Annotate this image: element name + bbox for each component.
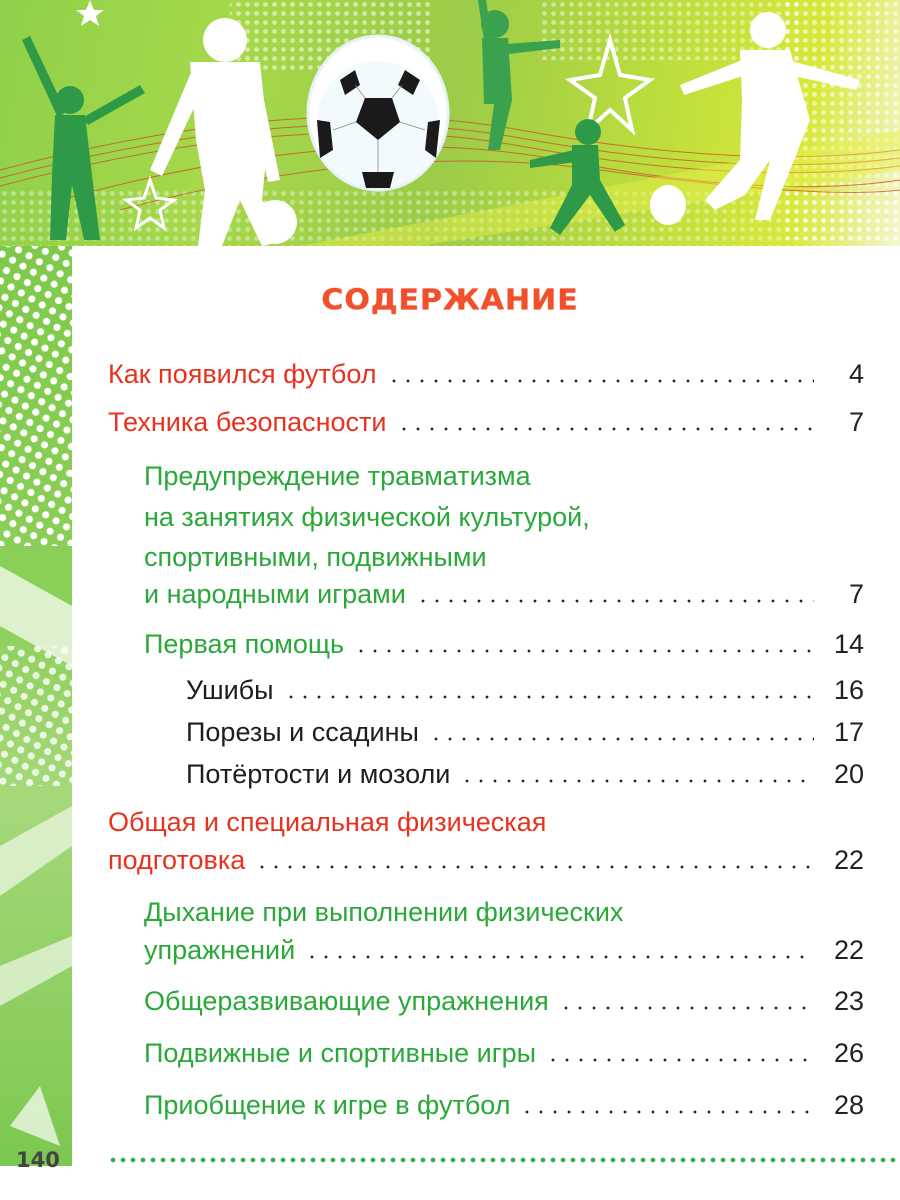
toc-entry-page: 22 xyxy=(833,845,864,875)
toc-entry-physical-training[interactable] xyxy=(108,840,864,880)
toc-entry-label: Общеразвивающие упражнения xyxy=(144,986,549,1016)
header-banner xyxy=(0,0,900,246)
soccer-ball-icon xyxy=(308,36,448,190)
leader-dots xyxy=(387,379,814,383)
toc-entry-label: Первая помощь xyxy=(144,629,345,659)
toc-entry-safety[interactable] xyxy=(108,402,864,442)
toc-entry-bruises[interactable] xyxy=(186,670,864,710)
toc-entry-label: Техника безопасности xyxy=(108,407,387,437)
toc-entry-page: 17 xyxy=(833,717,864,747)
toc-entry-physical-training-line1[interactable]: Общая и специальная физическая xyxy=(108,807,547,837)
toc-entry-label: Порезы и ссадины xyxy=(186,717,419,747)
toc-entry-first-aid[interactable] xyxy=(144,624,864,664)
toc-entry-injury-prevention-line2[interactable]: на занятиях физической культурой, xyxy=(144,502,590,532)
toc-entry-active-games[interactable] xyxy=(144,1033,864,1073)
toc-entry-general-exercises[interactable] xyxy=(144,981,864,1021)
toc-entry-page: 20 xyxy=(833,759,864,789)
toc-entry-label: Потёртости и мозоли xyxy=(186,759,451,789)
leader-dots xyxy=(397,427,814,431)
toc-entry-label: Как появился футбол xyxy=(108,359,377,389)
leader-dots xyxy=(559,1006,814,1010)
leader-dots xyxy=(255,865,814,869)
toc-entry-breathing-line1[interactable]: Дыхание при выполнении физических xyxy=(144,897,624,927)
leader-dots xyxy=(354,649,814,653)
toc-entry-injury-prevention[interactable] xyxy=(144,574,864,614)
leader-dots xyxy=(460,779,814,783)
toc-entry-page: 28 xyxy=(833,1090,864,1120)
toc-entry-label: Ушибы xyxy=(186,675,274,705)
page-number: 140 xyxy=(16,1148,60,1172)
page-title: СОДЕРЖАНИЕ xyxy=(321,283,579,318)
toc-entry-injury-prevention-line1[interactable]: Предупреждение травматизма xyxy=(144,461,531,491)
footer-dotted-rule xyxy=(108,1156,900,1164)
toc-entry-breathing[interactable] xyxy=(144,930,864,970)
toc-entry-cuts[interactable] xyxy=(186,712,864,752)
toc-entry-intro-to-football[interactable] xyxy=(144,1085,864,1125)
toc-entry-label: Приобщение к игре в футбол xyxy=(144,1090,511,1120)
toc-entry-page: 14 xyxy=(833,629,864,659)
toc-entry-label: подготовка xyxy=(108,845,246,875)
football-illustration xyxy=(0,0,900,246)
leader-dots xyxy=(416,599,814,603)
leader-dots xyxy=(284,695,814,699)
toc-entry-page: 7 xyxy=(848,579,864,609)
toc-entry-page: 23 xyxy=(833,986,864,1016)
leader-dots xyxy=(305,955,814,959)
toc-entry-label: Подвижные и спортивные игры xyxy=(144,1038,537,1068)
toc-entry-blisters[interactable] xyxy=(186,754,864,794)
toc-entry-page: 16 xyxy=(833,675,864,705)
toc-entry-page: 22 xyxy=(833,935,864,965)
toc-entry-page: 26 xyxy=(833,1038,864,1068)
left-decorative-strip xyxy=(0,246,72,1166)
toc-entry-label: и народными играми xyxy=(144,579,406,609)
toc-entry-how-football-appeared[interactable] xyxy=(108,354,864,394)
leader-dots xyxy=(546,1058,814,1062)
toc-entry-label: упражнений xyxy=(144,935,296,965)
leader-dots xyxy=(520,1110,814,1114)
toc-entry-page: 4 xyxy=(848,359,864,389)
toc-entry-page: 7 xyxy=(848,407,864,437)
toc-entry-injury-prevention-line3[interactable]: спортивными, подвижными xyxy=(144,542,487,572)
leader-dots xyxy=(429,737,814,741)
